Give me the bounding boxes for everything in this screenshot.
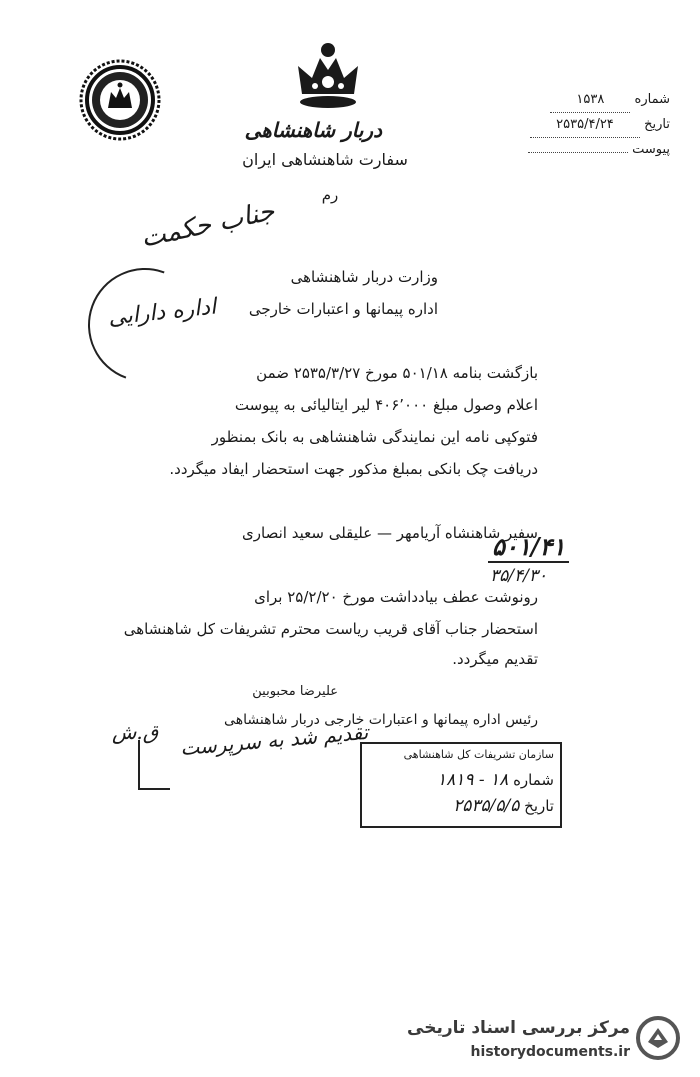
watermark-logo-icon (636, 1016, 680, 1060)
reference-block (528, 88, 670, 162)
stamp-number-row (437, 770, 554, 790)
initials-stroke (138, 740, 170, 790)
crown-emblem (288, 36, 368, 116)
enclosure-row (528, 138, 670, 162)
embassy-header: سفارت شاهنشاهی ایران (242, 150, 408, 169)
receiving-stamp (360, 742, 562, 828)
handwritten-instruction: تقدیم شد به سرپرست (179, 719, 370, 761)
recipient-line-2: اداره پیمانها و اعتبارات خارجی (248, 300, 438, 318)
stamp-number-label: شماره (513, 771, 554, 789)
recipient-line-1: وزارت دربار شاهنشاهی (290, 268, 438, 286)
margin-note-side: اداره دارایی (106, 294, 218, 331)
stamp-date-label: تاریخ (524, 797, 554, 815)
number-value: ۱۵۳۸ (550, 88, 630, 113)
sender-name: علیرضا محبوبین (252, 684, 338, 699)
ambassador-signature: سفیر شاهنشاه آریامهر — علیقلی سعید انصاری (242, 524, 538, 542)
body-line-2: اعلام وصول مبلغ ۴۰۶٬۰۰۰ لیر ایتالیائی به پیوست (234, 396, 538, 414)
handwritten-ref-number: ۵۰۱/۴۱ (488, 532, 569, 563)
copy-note-line-2: استحضار جناب آقای قریب ریاست محترم تشریفات کل شاهنشاهی (123, 620, 538, 638)
date-label: تاریخ (644, 117, 670, 132)
stamp-number-value: ۱۸ - ۱۸۱۹ (436, 770, 509, 790)
number-row (528, 88, 670, 113)
number-label: شماره (634, 92, 670, 107)
stamp-title: سازمان تشریفات کل شاهنشاهی (403, 748, 554, 761)
sender-title: رئیس اداره پیمانها و اعتبارات خارجی دربار شاهنشاهی (224, 712, 538, 728)
body-line-1: بازگشت بنامه ۵۰۱/۱۸ مورخ ۲۵۳۵/۳/۲۷ ضمن (256, 364, 538, 382)
copy-note-line-3: تقدیم میگردد. (452, 650, 538, 668)
royal-seal (78, 58, 162, 142)
stamp-date-value: ۲۵۳۵/۵/۵ (453, 796, 520, 816)
enclosure-value (528, 152, 628, 153)
watermark-url: historydocuments.ir (470, 1044, 630, 1060)
enclosure-label: پیوست (632, 142, 670, 157)
city-name: رم (321, 186, 339, 204)
stamp-date-row (453, 796, 554, 816)
court-title: دربار شاهنشاهی (244, 118, 382, 142)
handwritten-ref-date: ۳۵/۴/۳۰ (490, 566, 548, 586)
body-line-4: دریافت چک بانکی بمبلغ مذکور جهت استحضار ایفاد میگردد. (169, 460, 538, 478)
margin-note-top: جناب حکمت (138, 196, 278, 254)
date-row (528, 113, 670, 138)
watermark-text: مرکز بررسی اسناد تاریخی (407, 1018, 630, 1038)
copy-note-line-1: رونوشت عطف بیادداشت مورخ ۲۵/۲/۲۰ برای (254, 588, 538, 606)
handwritten-initials: ق.ش (112, 720, 159, 744)
date-value: ۲۵۳۵/۴/۲۴ (530, 113, 640, 138)
body-line-3: فتوکپی نامه این نمایندگی شاهنشاهی به بانک بمنظور (211, 428, 538, 446)
